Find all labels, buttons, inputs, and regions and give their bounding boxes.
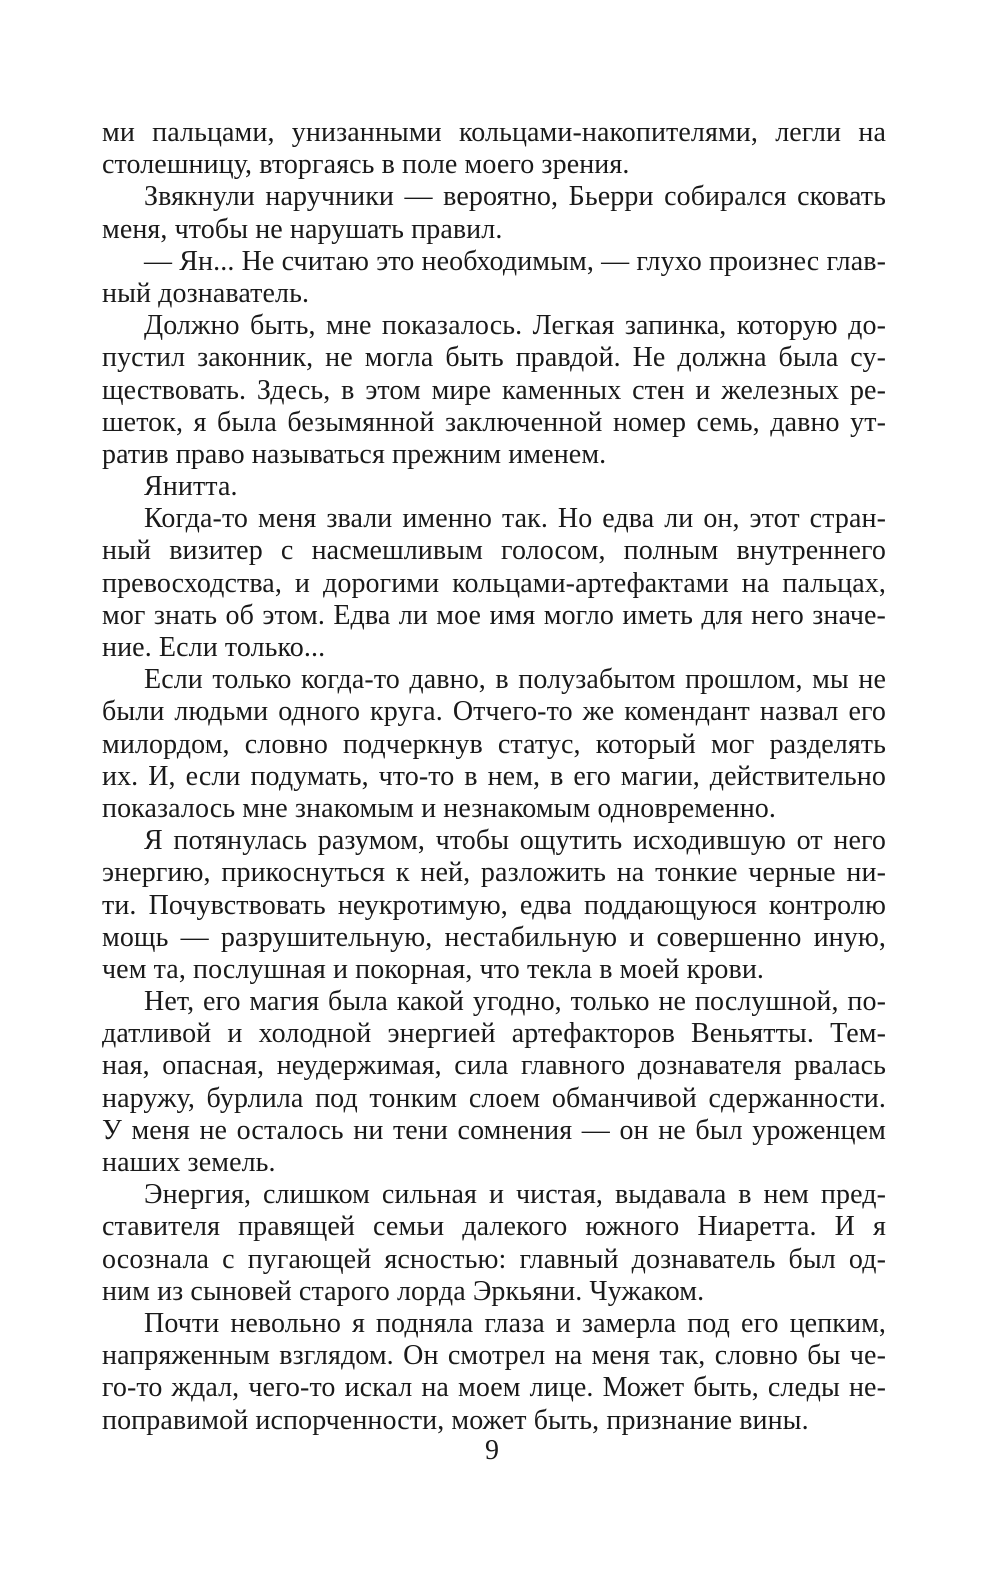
text-line: осознала с пугающей ясностью: главный дознаватель был од- <box>102 1243 886 1275</box>
text-line: ти. Почувствовать неукротимую, едва поддающуюся контролю <box>102 889 886 921</box>
text-line: Нет, его магия была какой угодно, только не послушной, по- <box>144 986 886 1018</box>
text-line: Если только когда-то давно, в полузабытом прошлом, мы не <box>144 664 886 696</box>
text-line: ми пальцами, унизанными кольцами-накопителями, легли на <box>102 117 886 148</box>
text-line: ный дознаватель. <box>102 277 310 309</box>
text-line: поправимой испорченности, может быть, признание вины. <box>102 1404 809 1436</box>
text-line: их. И, если подумать, что-то в нем, в его магии, действительно <box>102 760 886 792</box>
text-line: пустил законник, не могла быть правдой. Не должна была су- <box>102 342 886 374</box>
text-line: Энергия, слишком сильная и чистая, выдавала в нем пред- <box>144 1179 886 1211</box>
text-line: ществовать. Здесь, в этом мире каменных стен и железных ре- <box>102 374 886 406</box>
text-line: ная, опасная, неудержимая, сила главного дознавателя рвалась <box>102 1050 886 1082</box>
text-line: ние. Если только... <box>102 632 326 663</box>
text-line: Когда-то меня звали именно так. Но едва ли он, этот стран- <box>144 503 886 535</box>
text-line: энергию, прикоснуться к ней, разложить на тонкие черные ни- <box>102 857 886 889</box>
text-line: ставителя правящей семьи далекого южного Ниаретта. И я <box>102 1211 886 1243</box>
text-line: ратив право называться прежним именем. <box>102 438 607 470</box>
text-line: Должно быть, мне показалось. Легкая запинка, которую до- <box>144 310 886 342</box>
text-line: меня, чтобы не нарушать правил. <box>102 213 503 245</box>
text-line: Звякнули наручники — вероятно, Бьерри собирался сковать <box>144 181 886 213</box>
text-line: милордом, словно подчеркнув статус, который мог разделять <box>102 728 886 760</box>
text-line: У меня не осталось ни тени сомнения — он не был уроженцем <box>102 1114 886 1146</box>
text-line: превосходства, и дорогими кольцами-артефактами на пальцах, <box>102 567 886 599</box>
text-line: — Ян... Не считаю это необходимым, — глухо произнес глав- <box>144 245 886 277</box>
text-line: наружу, бурлила под тонким слоем обманчивой сдержанности. <box>102 1082 886 1114</box>
body-text <box>102 117 886 1437</box>
text-line: столешницу, вторгаясь в поле моего зрения. <box>102 149 630 181</box>
text-line: мог знать об этом. Едва ли мое имя могло иметь для него значе- <box>102 599 886 631</box>
text-line: напряженным взглядом. Он смотрел на меня так, словно бы че- <box>102 1340 886 1372</box>
text-line: датливой и холодной энергией артефакторов Веньятты. Тем- <box>102 1018 886 1050</box>
text-line: ный визитер с насмешливым голосом, полным внутреннего <box>102 535 886 567</box>
text-line: мощь — разрушительную, нестабильную и совершенно иную, <box>102 921 886 953</box>
text-line: чем та, послушная и покорная, что текла в моей крови. <box>102 953 765 985</box>
page-number: 9 <box>485 1435 499 1466</box>
text-line: показалось мне знакомым и незнакомым одновременно. <box>102 792 776 824</box>
text-line: го-то ждал, чего-то искал на моем лице. Может быть, следы не- <box>102 1372 886 1404</box>
text-line: наших земель. <box>102 1147 276 1178</box>
text-line: ним из сыновей старого лорда Эркьяни. Чужаком. <box>102 1275 705 1307</box>
text-line: Янитта. <box>144 471 238 503</box>
text-line: Я потянулась разумом, чтобы ощутить исходившую от него <box>144 825 886 857</box>
text-line: Почти невольно я подняла глаза и замерла под его цепким, <box>144 1307 886 1339</box>
text-line: были людьми одного круга. Отчего-то же комендант назвал его <box>102 696 886 728</box>
text-line: шеток, я была безымянной заключенной номер семь, давно ут- <box>102 406 886 438</box>
